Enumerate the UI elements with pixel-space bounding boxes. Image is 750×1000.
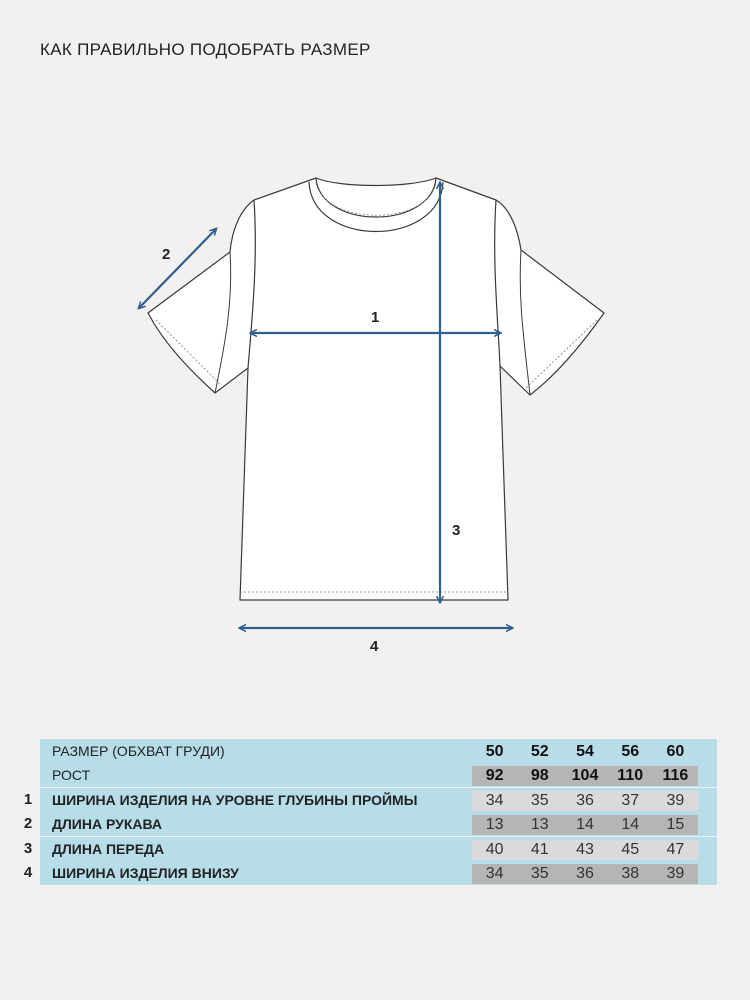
row-number: 1 [23, 790, 33, 808]
row-label: РОСТ [40, 763, 468, 787]
value-cell: 56 [621, 743, 640, 760]
value-cell: 54 [576, 743, 594, 760]
table-row-size [0, 739, 717, 763]
value-cell: 37 [621, 791, 640, 809]
value-cell: 34 [485, 864, 504, 882]
value-cell: 41 [530, 840, 549, 858]
value-cell: 45 [621, 840, 640, 858]
value-cell: 43 [576, 840, 594, 858]
value-cell: 34 [485, 791, 504, 809]
table-row [0, 788, 717, 812]
table-row [0, 837, 717, 861]
row-label: ДЛИНА РУКАВА [40, 812, 468, 836]
table-row [0, 812, 717, 836]
row-label: ШИРИНА ИЗДЕЛИЯ ВНИЗУ [40, 861, 468, 885]
value-cell: 52 [530, 743, 549, 760]
value-cell: 35 [530, 791, 549, 809]
row-label: ШИРИНА ИЗДЕЛИЯ НА УРОВНЕ ГЛУБИНЫ ПРОЙМЫ [40, 788, 468, 812]
value-cell: 14 [576, 816, 594, 834]
size-table [0, 739, 717, 885]
value-cell: 50 [485, 743, 504, 760]
measure-label-2: 2 [162, 246, 171, 263]
value-cell: 14 [621, 816, 640, 834]
row-label: ДЛИНА ПЕРЕДА [40, 837, 468, 861]
value-cell: 40 [485, 840, 504, 858]
value-cell: 13 [485, 816, 504, 834]
value-cell: 104 [571, 767, 599, 785]
value-cell: 13 [530, 816, 549, 834]
measure-label-4: 4 [370, 638, 379, 655]
row-number: 3 [23, 839, 33, 857]
page-title: КАК ПРАВИЛЬНО ПОДОБРАТЬ РАЗМЕР [40, 40, 371, 59]
value-cell: 92 [485, 767, 504, 785]
measure-label-1: 1 [371, 309, 380, 326]
tshirt-outline [148, 178, 604, 600]
value-cell: 36 [576, 791, 594, 809]
row-label: РАЗМЕР (ОБХВАТ ГРУДИ) [40, 739, 468, 763]
value-cell: 39 [666, 864, 685, 882]
value-cell: 47 [666, 840, 685, 858]
value-cell: 39 [666, 791, 685, 809]
row-number: 2 [23, 815, 33, 833]
row-number: 4 [23, 863, 33, 881]
value-cell: 110 [617, 767, 644, 785]
value-cell: 38 [621, 864, 640, 882]
value-cell: 98 [530, 767, 549, 785]
value-cell: 15 [666, 816, 685, 834]
value-cell: 36 [576, 864, 594, 882]
table-row [0, 861, 717, 885]
value-cell: 116 [662, 767, 689, 785]
table-row-height [0, 763, 717, 787]
value-cell: 60 [666, 743, 685, 760]
measure-label-3: 3 [452, 522, 461, 539]
value-cell: 35 [530, 864, 549, 882]
